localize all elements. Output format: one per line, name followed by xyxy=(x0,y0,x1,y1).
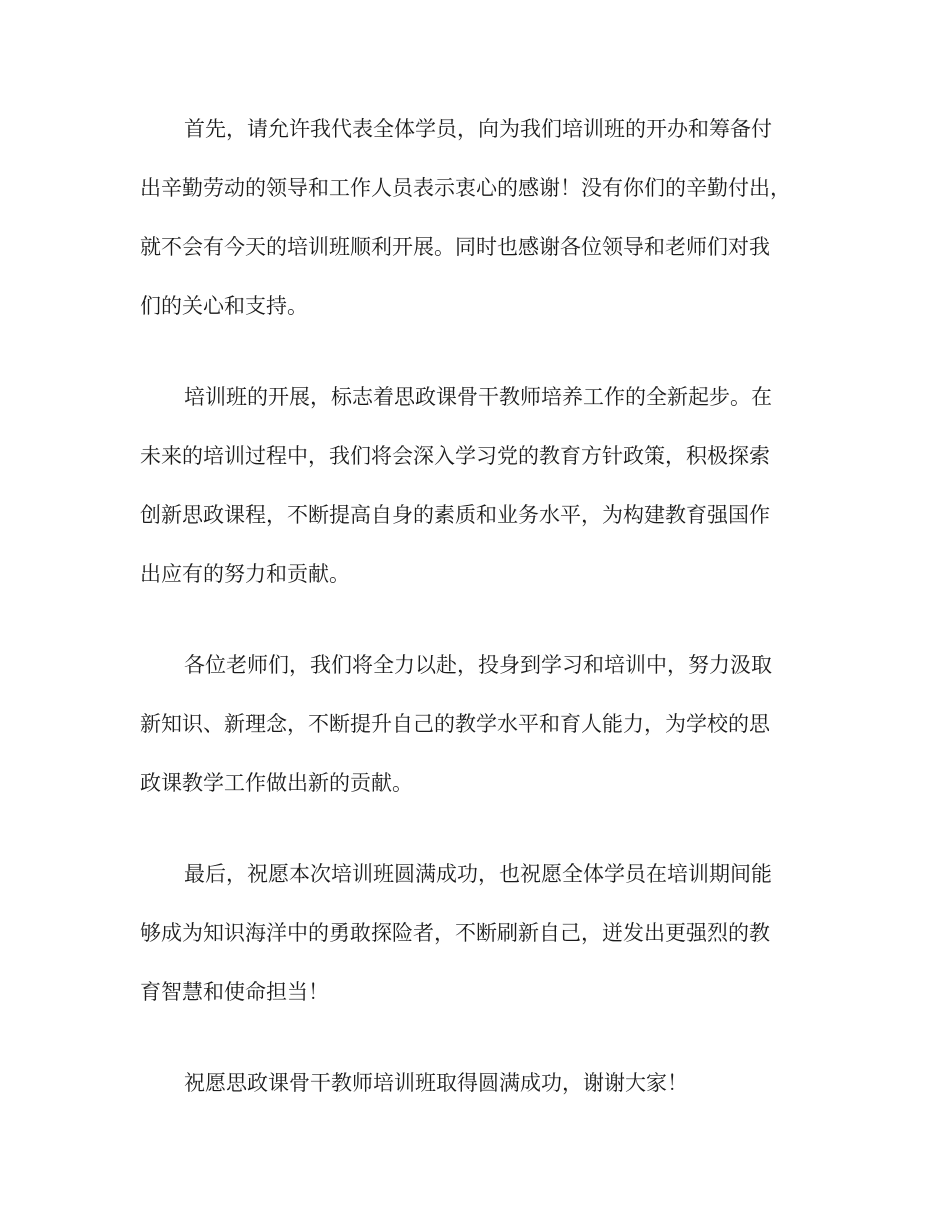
paragraph-thanks xyxy=(140,100,840,336)
paragraph-line: 新知识、新理念，不断提升自己的教学水平和育人能力，为学校的思 xyxy=(140,712,770,736)
paragraph-line: 创新思政课程，不断提高自身的素质和业务水平，为构建教育强国作 xyxy=(140,503,770,527)
paragraph-line: 够成为知识海洋中的勇敢探险者，不断刷新自己，迸发出更强烈的教 xyxy=(140,921,770,945)
paragraph-line: 各位老师们，我们将全力以赴，投身到学习和培训中，努力汲取 xyxy=(184,653,772,677)
paragraph-line: 祝愿思政课骨干教师培训班取得圆满成功，谢谢大家！ xyxy=(184,1071,688,1095)
paragraph-line: 首先，请允许我代表全体学员，向为我们培训班的开办和筹备付 xyxy=(184,117,772,141)
paragraph-line: 出应有的努力和贡献。 xyxy=(140,562,350,586)
paragraph-line: 们的关心和支持。 xyxy=(140,294,308,318)
paragraph-line: 未来的培训过程中，我们将会深入学习党的教育方针政策，积极探索 xyxy=(140,444,770,468)
paragraph-significance xyxy=(140,368,840,604)
paragraph-line: 出辛勤劳动的领导和工作人员表示衷心的感谢！没有你们的辛勤付出， xyxy=(140,176,791,200)
paragraph-commitment xyxy=(140,636,840,813)
document-body xyxy=(140,100,840,1145)
paragraph-closing xyxy=(140,1054,840,1113)
paragraph-line: 育智慧和使命担当！ xyxy=(140,980,329,1004)
paragraph-line: 培训班的开展，标志着思政课骨干教师培养工作的全新起步。在 xyxy=(184,385,772,409)
paragraph-line: 就不会有今天的培训班顺利开展。同时也感谢各位领导和老师们对我 xyxy=(140,235,770,259)
paragraph-line: 最后，祝愿本次培训班圆满成功，也祝愿全体学员在培训期间能 xyxy=(184,862,772,886)
paragraph-wishes xyxy=(140,845,840,1022)
paragraph-line: 政课教学工作做出新的贡献。 xyxy=(140,771,413,795)
